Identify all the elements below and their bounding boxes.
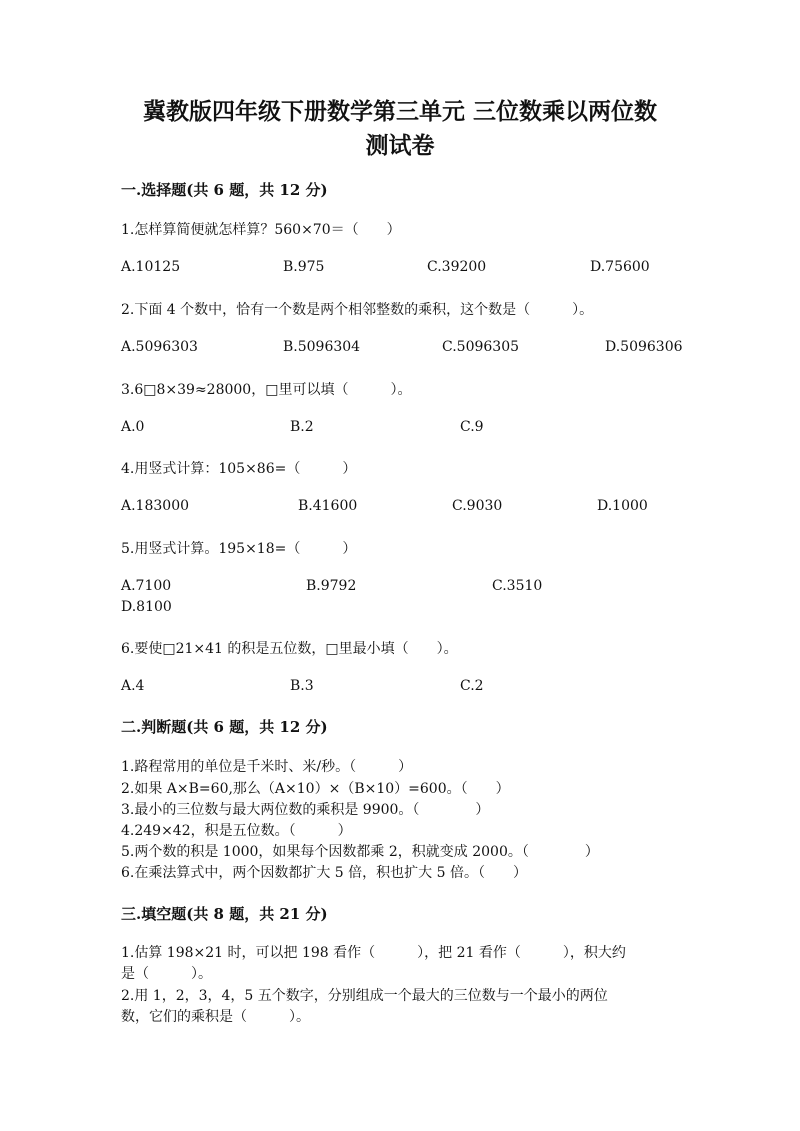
q2-option-d: D.5096306: [605, 339, 683, 355]
q5-option-c: C.3510: [492, 578, 543, 594]
question-5: 5.用竖式计算。195×18=（ ）: [121, 541, 357, 557]
q6-option-c: C.2: [460, 678, 484, 694]
judge-item-6: 6.在乘法算式中，两个因数都扩大 5 倍，积也扩大 5 倍。（ ）: [121, 865, 527, 881]
question-2: 2.下面 4 个数中，恰有一个数是两个相邻整数的乘积，这个数是（ ）。: [121, 302, 594, 318]
section-heading-judge: 二.判断题(共 6 题，共 12 分): [121, 718, 328, 736]
judge-item-2: 2.如果 A×B=60,那么（A×10）×（B×10）=600。（ ）: [121, 781, 510, 797]
q6-option-b: B.3: [290, 678, 314, 694]
q4-option-d: D.1000: [597, 498, 648, 514]
judge-item-3: 3.最小的三位数与最大两位数的乘积是 9900。（ ）: [121, 802, 490, 818]
q3-option-b: B.2: [290, 419, 314, 435]
section-heading-choice: 一.选择题(共 6 题，共 12 分): [121, 181, 328, 199]
q4-option-b: B.41600: [298, 498, 358, 514]
q2-option-c: C.5096305: [442, 339, 520, 355]
q5-option-b: B.9792: [306, 578, 357, 594]
fill-line-3: 2.用 1，2，3，4，5 五个数字，分别组成一个最大的三位数与一个最小的两位: [121, 988, 608, 1004]
q4-option-c: C.9030: [452, 498, 503, 514]
q3-option-a: A.0: [121, 419, 145, 435]
page-title-line2: 测试卷: [365, 132, 435, 159]
q5-option-a: A.7100: [121, 578, 172, 594]
question-4: 4.用竖式计算：105×86=（ ）: [121, 461, 357, 477]
q2-option-a: A.5096303: [121, 339, 198, 355]
q3-option-c: C.9: [460, 419, 484, 435]
question-3: 3.6□8×39≈28000，□里可以填（ ）。: [121, 382, 412, 398]
page-title-line1: 冀教版四年级下册数学第三单元 三位数乘以两位数: [142, 98, 657, 125]
q1-option-d: D.75600: [590, 259, 650, 275]
judge-item-4: 4.249×42，积是五位数。（ ）: [121, 823, 352, 839]
judge-item-5: 5.两个数的积是 1000，如果每个因数都乘 2，积就变成 2000。（ ）: [121, 844, 599, 860]
q6-option-a: A.4: [121, 678, 145, 694]
fill-line-2: 是（ ）。: [121, 966, 212, 982]
q1-option-a: A.10125: [121, 259, 181, 275]
q1-option-b: B.975: [283, 259, 325, 275]
question-1: 1.怎样算简便就怎样算？560×70＝（ ）: [121, 222, 401, 238]
section-heading-fill: 三.填空题(共 8 题，共 21 分): [121, 905, 328, 923]
judge-item-1: 1.路程常用的单位是千米时、米/秒。（ ）: [121, 759, 413, 775]
fill-line-4: 数，它们的乘积是（ ）。: [121, 1009, 310, 1025]
question-6: 6.要使□21×41 的积是五位数，□里最小填（ ）。: [121, 641, 458, 657]
q4-option-a: A.183000: [121, 498, 190, 514]
q2-option-b: B.5096304: [283, 339, 361, 355]
q5-option-d: D.8100: [121, 599, 172, 615]
q1-option-c: C.39200: [427, 259, 487, 275]
fill-line-1: 1.估算 198×21 时，可以把 198 看作（ ），把 21 看作（ ），积大约: [121, 945, 626, 961]
